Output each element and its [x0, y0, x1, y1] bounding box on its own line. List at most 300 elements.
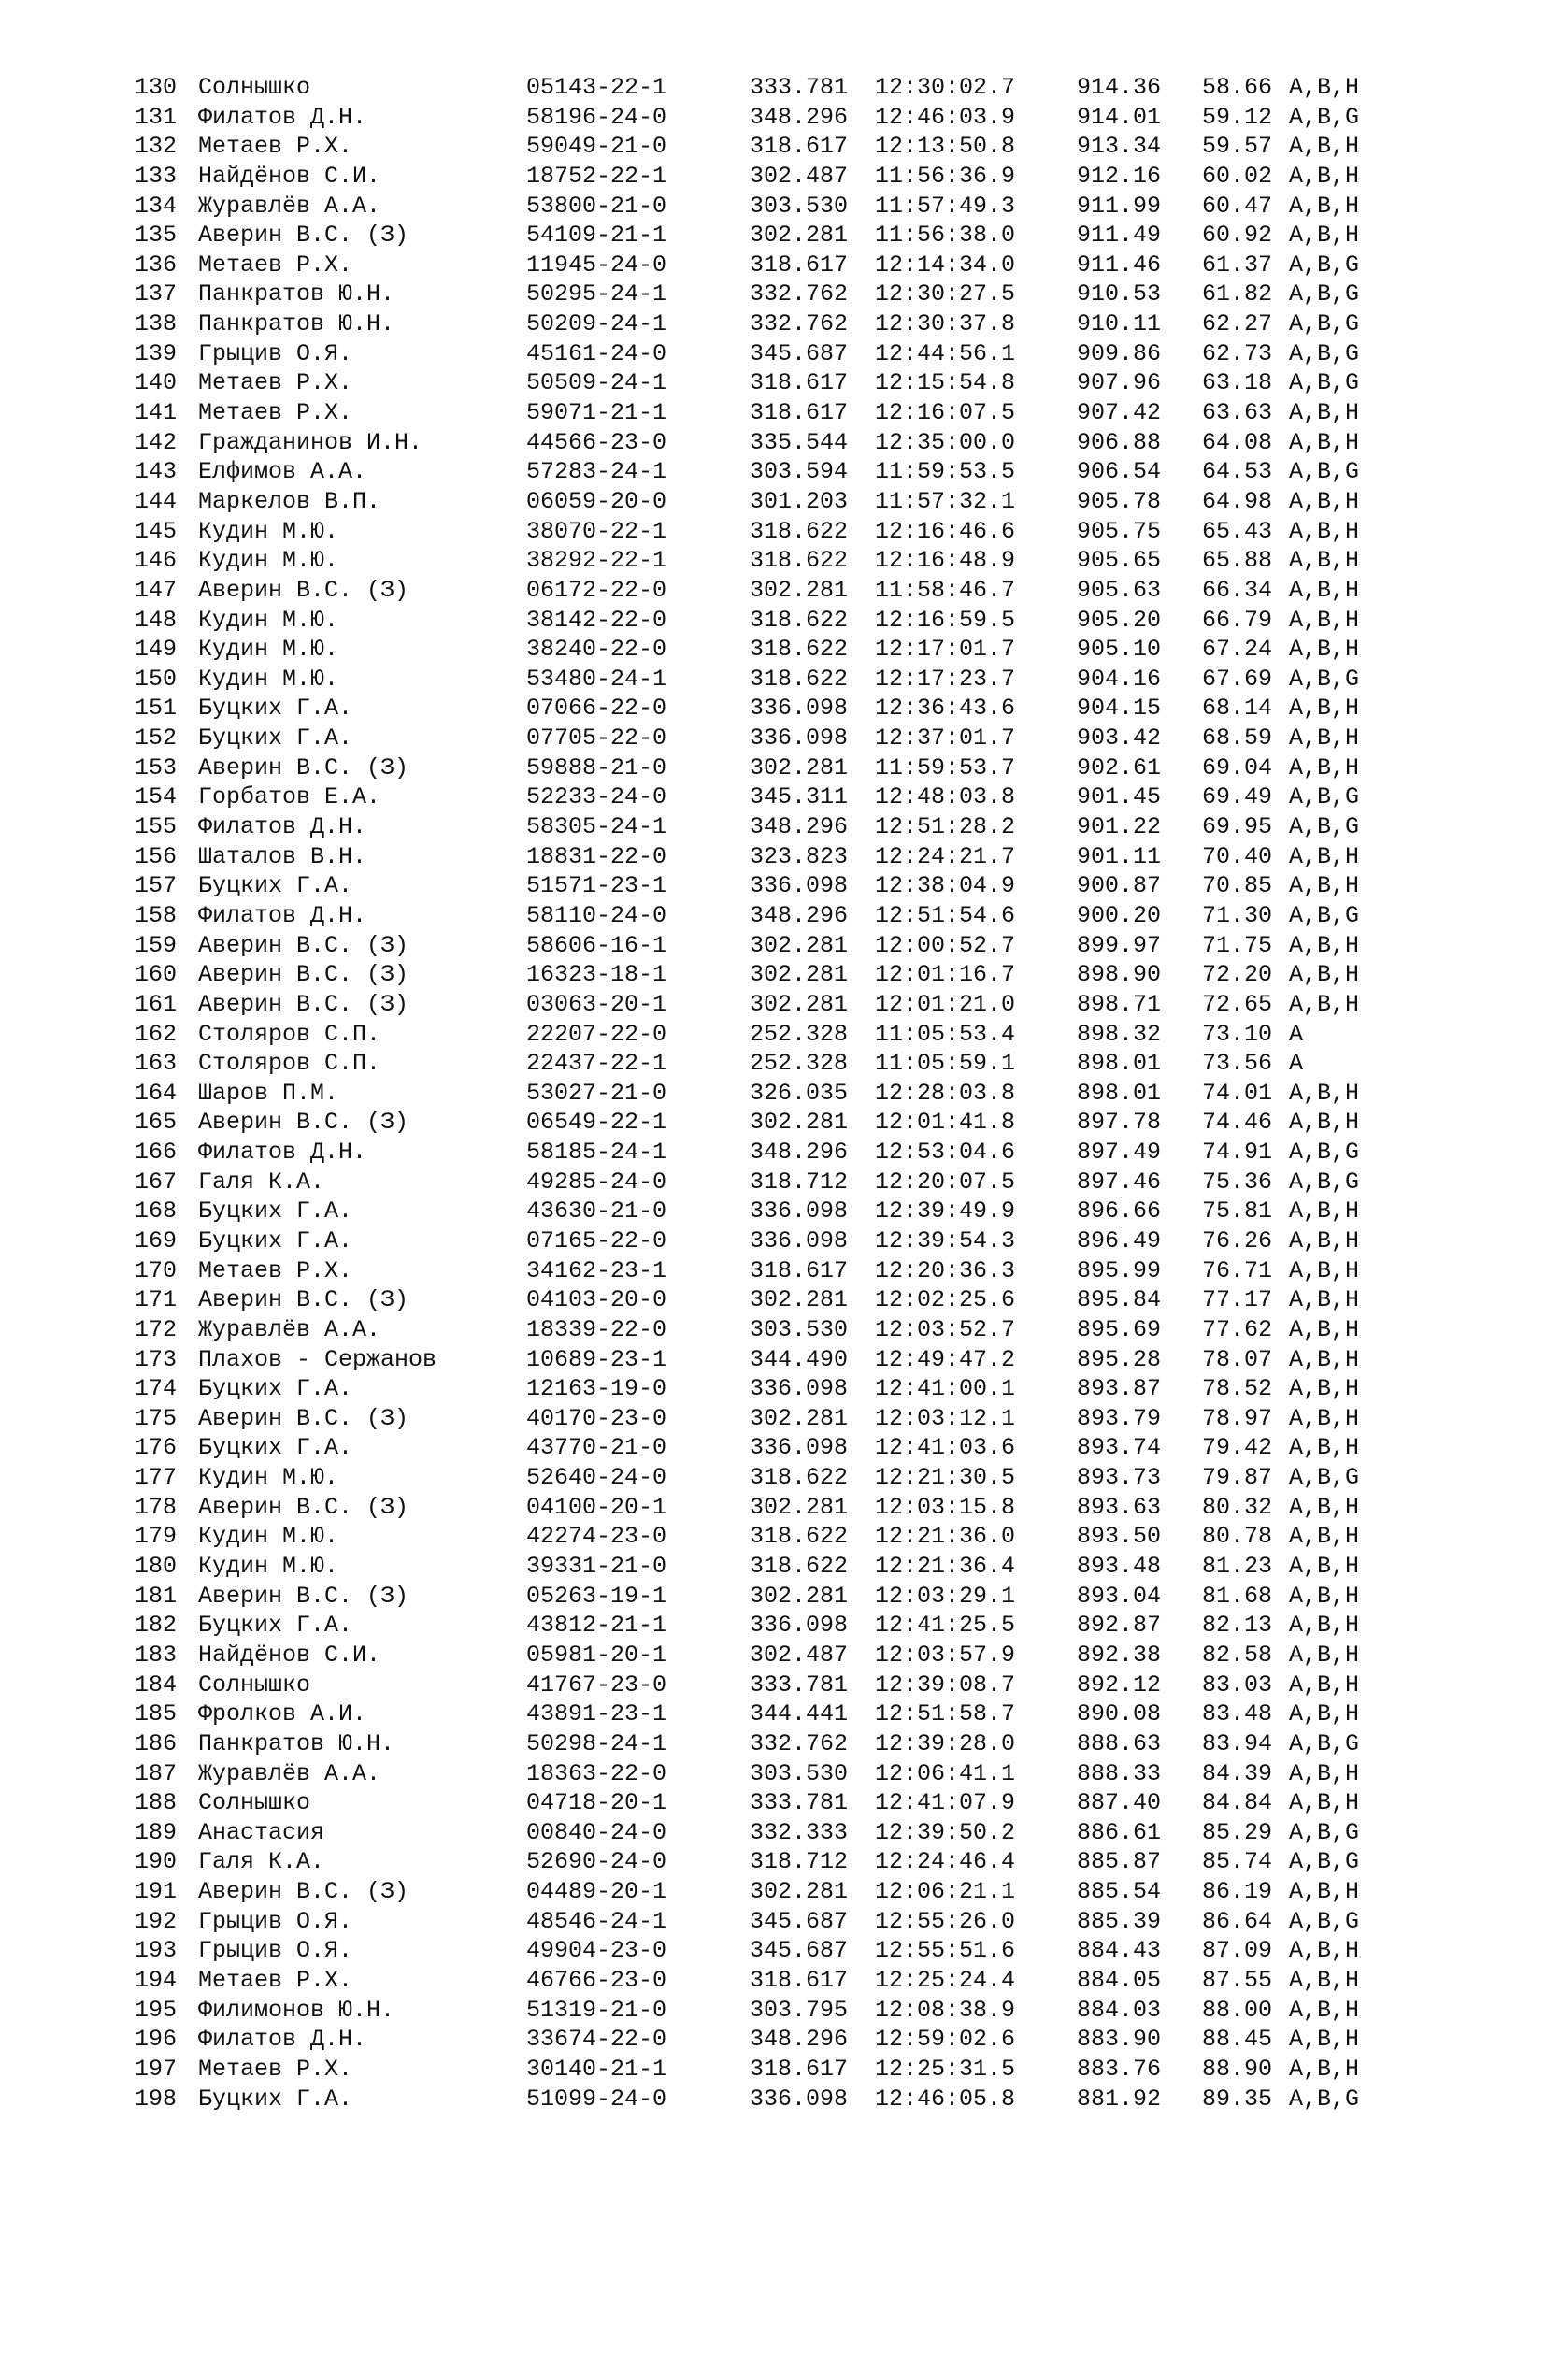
arrival-time: 12:53:04.6 [875, 1139, 1016, 1167]
ring-number: 16323-18-1 [526, 961, 667, 989]
place-number: 198 [135, 2085, 178, 2113]
owner-name: Шаров П.М. [198, 1079, 339, 1107]
coefficient: 85.29 [1202, 1818, 1273, 1846]
category-flags: A,B,H [1289, 1878, 1360, 1906]
arrival-time: 12:51:54.6 [875, 901, 1016, 929]
arrival-time: 12:21:30.5 [875, 1464, 1016, 1492]
owner-name: Панкратов Ю.Н. [198, 280, 395, 308]
speed: 893.79 [1077, 1404, 1162, 1432]
owner-name: Буцких Г.А. [198, 1375, 353, 1403]
category-flags: A,B,H [1289, 1286, 1360, 1314]
ring-number: 52640-24-0 [526, 1464, 667, 1492]
owner-name: Галя К.А. [198, 1168, 325, 1196]
owner-name: Аверин В.С. (З) [198, 753, 409, 781]
place-number: 162 [135, 1020, 178, 1048]
speed: 898.32 [1077, 1020, 1162, 1048]
category-flags: A,B,H [1289, 74, 1360, 101]
arrival-time: 12:46:03.9 [875, 103, 1016, 131]
owner-name: Филатов Д.Н. [198, 2026, 367, 2054]
arrival-time: 12:30:27.5 [875, 280, 1016, 308]
category-flags: A,B,H [1289, 1315, 1360, 1343]
speed: 892.38 [1077, 1641, 1162, 1669]
arrival-time: 12:06:41.1 [875, 1759, 1016, 1787]
ring-number: 05981-20-1 [526, 1641, 667, 1669]
distance: 252.328 [750, 1050, 849, 1078]
category-flags: A,B,H [1289, 162, 1360, 190]
ring-number: 03063-20-1 [526, 990, 667, 1018]
category-flags: A,B,G [1289, 310, 1360, 338]
place-number: 179 [135, 1523, 178, 1551]
result-row [135, 487, 1443, 517]
place-number: 195 [135, 1996, 178, 2024]
arrival-time: 12:16:46.6 [875, 517, 1016, 545]
owner-name: Аверин В.С. (З) [198, 990, 409, 1018]
owner-name: Панкратов Ю.Н. [198, 1729, 395, 1757]
results-list [135, 73, 1443, 2114]
category-flags: A,B,G [1289, 1168, 1360, 1196]
coefficient: 86.19 [1202, 1878, 1273, 1906]
ring-number: 12163-19-0 [526, 1375, 667, 1403]
arrival-time: 11:05:59.1 [875, 1050, 1016, 1078]
owner-name: Буцких Г.А. [198, 1226, 353, 1255]
arrival-time: 12:01:41.8 [875, 1109, 1016, 1137]
ring-number: 38240-22-0 [526, 636, 667, 664]
result-row [135, 1374, 1443, 1404]
result-row [135, 1315, 1443, 1345]
owner-name: Горбатов Е.А. [198, 783, 381, 811]
arrival-time: 12:51:58.7 [875, 1700, 1016, 1728]
speed: 897.78 [1077, 1109, 1162, 1137]
result-row [135, 665, 1443, 695]
speed: 898.01 [1077, 1050, 1162, 1078]
distance: 302.281 [750, 1582, 849, 1610]
coefficient: 60.92 [1202, 222, 1273, 250]
owner-name: Аверин В.С. (З) [198, 1286, 409, 1314]
coefficient: 88.00 [1202, 1996, 1273, 2024]
speed: 896.49 [1077, 1226, 1162, 1255]
owner-name: Журавлёв А.А. [198, 1315, 381, 1343]
category-flags: A,B,H [1289, 1967, 1360, 1994]
place-number: 191 [135, 1878, 178, 1906]
distance: 344.490 [750, 1345, 849, 1373]
owner-name: Кудин М.Ю. [198, 547, 339, 575]
ring-number: 58196-24-0 [526, 103, 667, 131]
category-flags: A,B,H [1289, 222, 1360, 250]
speed: 884.03 [1077, 1996, 1162, 2024]
place-number: 143 [135, 458, 178, 486]
result-row [135, 871, 1443, 901]
arrival-time: 12:03:15.8 [875, 1493, 1016, 1521]
distance: 318.617 [750, 2055, 849, 2083]
coefficient: 67.69 [1202, 665, 1273, 693]
place-number: 167 [135, 1168, 178, 1196]
result-row [135, 2055, 1443, 2085]
ring-number: 30140-21-1 [526, 2055, 667, 2083]
coefficient: 60.02 [1202, 162, 1273, 190]
distance: 318.622 [750, 636, 849, 664]
speed: 893.50 [1077, 1523, 1162, 1551]
owner-name: Елфимов А.А. [198, 458, 367, 486]
place-number: 159 [135, 931, 178, 959]
place-number: 181 [135, 1582, 178, 1610]
ring-number: 10689-23-1 [526, 1345, 667, 1373]
ring-number: 50295-24-1 [526, 280, 667, 308]
arrival-time: 12:16:59.5 [875, 606, 1016, 634]
distance: 336.098 [750, 1197, 849, 1226]
speed: 897.46 [1077, 1168, 1162, 1196]
ring-number: 06059-20-0 [526, 487, 667, 515]
arrival-time: 11:56:36.9 [875, 162, 1016, 190]
place-number: 132 [135, 133, 178, 161]
result-row [135, 1226, 1443, 1256]
place-number: 173 [135, 1345, 178, 1373]
result-row [135, 1138, 1443, 1168]
ring-number: 51099-24-0 [526, 2085, 667, 2113]
speed: 898.01 [1077, 1079, 1162, 1107]
ring-number: 45161-24-0 [526, 339, 667, 367]
ring-number: 34162-23-1 [526, 1256, 667, 1284]
speed: 896.66 [1077, 1197, 1162, 1226]
ring-number: 07066-22-0 [526, 695, 667, 723]
speed: 895.28 [1077, 1345, 1162, 1373]
arrival-time: 11:56:38.0 [875, 222, 1016, 250]
distance: 345.687 [750, 1937, 849, 1965]
category-flags: A,B,H [1289, 1641, 1360, 1669]
result-row [135, 1611, 1443, 1641]
speed: 904.16 [1077, 665, 1162, 693]
category-flags: A,B,H [1289, 2026, 1360, 2054]
owner-name: Грыцив О.Я. [198, 1907, 353, 1935]
category-flags: A,B,H [1289, 990, 1360, 1018]
arrival-time: 12:14:34.0 [875, 251, 1016, 279]
place-number: 184 [135, 1670, 178, 1699]
coefficient: 76.71 [1202, 1256, 1273, 1284]
place-number: 155 [135, 813, 178, 841]
distance: 302.281 [750, 990, 849, 1018]
speed: 911.46 [1077, 251, 1162, 279]
ring-number: 39331-21-0 [526, 1553, 667, 1581]
speed: 895.84 [1077, 1286, 1162, 1314]
ring-number: 58305-24-1 [526, 813, 667, 841]
category-flags: A,B,H [1289, 606, 1360, 634]
distance: 303.594 [750, 458, 849, 486]
speed: 910.11 [1077, 310, 1162, 338]
speed: 884.05 [1077, 1967, 1162, 1994]
owner-name: Маркелов В.П. [198, 487, 381, 515]
distance: 302.281 [750, 1286, 849, 1314]
ring-number: 00840-24-0 [526, 1818, 667, 1846]
arrival-time: 12:30:37.8 [875, 310, 1016, 338]
category-flags: A,B,H [1289, 1345, 1360, 1373]
ring-number: 04718-20-1 [526, 1789, 667, 1817]
distance: 318.622 [750, 665, 849, 693]
category-flags: A,B,H [1289, 872, 1360, 900]
category-flags: A,B,G [1289, 1818, 1360, 1846]
ring-number: 38070-22-1 [526, 517, 667, 545]
result-row [135, 990, 1443, 1020]
category-flags: A,B,H [1289, 961, 1360, 989]
owner-name: Кудин М.Ю. [198, 665, 339, 693]
owner-name: Кудин М.Ю. [198, 1553, 339, 1581]
owner-name: Аверин В.С. (З) [198, 961, 409, 989]
distance: 318.617 [750, 133, 849, 161]
result-row [135, 1847, 1443, 1877]
owner-name: Гражданинов И.Н. [198, 428, 423, 456]
arrival-time: 12:25:31.5 [875, 2055, 1016, 2083]
arrival-time: 12:00:52.7 [875, 931, 1016, 959]
ring-number: 59049-21-0 [526, 133, 667, 161]
speed: 910.53 [1077, 280, 1162, 308]
speed: 906.54 [1077, 458, 1162, 486]
owner-name: Буцких Г.А. [198, 2085, 353, 2113]
coefficient: 59.12 [1202, 103, 1273, 131]
ring-number: 07705-22-0 [526, 724, 667, 753]
category-flags: A,B,H [1289, 695, 1360, 723]
distance: 332.333 [750, 1818, 849, 1846]
speed: 911.49 [1077, 222, 1162, 250]
ring-number: 42274-23-0 [526, 1523, 667, 1551]
owner-name: Аверин В.С. (З) [198, 222, 409, 250]
place-number: 152 [135, 724, 178, 753]
speed: 905.78 [1077, 487, 1162, 515]
distance: 345.687 [750, 1907, 849, 1935]
distance: 302.487 [750, 162, 849, 190]
speed: 892.87 [1077, 1612, 1162, 1640]
place-number: 150 [135, 665, 178, 693]
coefficient: 64.08 [1202, 428, 1273, 456]
arrival-time: 12:20:36.3 [875, 1256, 1016, 1284]
owner-name: Кудин М.Ю. [198, 636, 339, 664]
place-number: 141 [135, 399, 178, 427]
ring-number: 22437-22-1 [526, 1050, 667, 1078]
place-number: 187 [135, 1759, 178, 1787]
place-number: 156 [135, 842, 178, 870]
distance: 302.281 [750, 1109, 849, 1137]
coefficient: 84.39 [1202, 1759, 1273, 1787]
speed: 911.99 [1077, 192, 1162, 220]
speed: 893.63 [1077, 1493, 1162, 1521]
coefficient: 68.59 [1202, 724, 1273, 753]
place-number: 139 [135, 339, 178, 367]
speed: 893.87 [1077, 1375, 1162, 1403]
result-row [135, 1345, 1443, 1375]
place-number: 134 [135, 192, 178, 220]
ring-number: 04103-20-0 [526, 1286, 667, 1314]
ring-number: 51319-21-0 [526, 1996, 667, 2024]
result-row [135, 1197, 1443, 1226]
place-number: 190 [135, 1848, 178, 1876]
owner-name: Анастасия [198, 1818, 325, 1846]
owner-name: Филатов Д.Н. [198, 103, 367, 131]
ring-number: 04100-20-1 [526, 1493, 667, 1521]
arrival-time: 12:24:46.4 [875, 1848, 1016, 1876]
owner-name: Метаев Р.Х. [198, 2055, 353, 2083]
ring-number: 11945-24-0 [526, 251, 667, 279]
category-flags: A,B,H [1289, 517, 1360, 545]
category-flags: A,B,G [1289, 1464, 1360, 1492]
coefficient: 66.34 [1202, 576, 1273, 604]
coefficient: 64.98 [1202, 487, 1273, 515]
owner-name: Буцких Г.А. [198, 695, 353, 723]
owner-name: Буцких Г.А. [198, 1434, 353, 1462]
coefficient: 82.58 [1202, 1641, 1273, 1669]
category-flags: A,B,H [1289, 1789, 1360, 1817]
place-number: 171 [135, 1286, 178, 1314]
speed: 904.15 [1077, 695, 1162, 723]
category-flags: A,B,H [1289, 1700, 1360, 1728]
coefficient: 64.53 [1202, 458, 1273, 486]
result-row [135, 192, 1443, 222]
result-row [135, 576, 1443, 606]
ring-number: 58185-24-1 [526, 1139, 667, 1167]
coefficient: 86.64 [1202, 1907, 1273, 1935]
speed: 900.87 [1077, 872, 1162, 900]
place-number: 133 [135, 162, 178, 190]
result-row [135, 1256, 1443, 1286]
place-number: 157 [135, 872, 178, 900]
category-flags: A,B,G [1289, 783, 1360, 811]
arrival-time: 12:46:05.8 [875, 2085, 1016, 2113]
ring-number: 57283-24-1 [526, 458, 667, 486]
coefficient: 76.26 [1202, 1226, 1273, 1255]
category-flags: A,B,G [1289, 665, 1360, 693]
category-flags: A,B,G [1289, 339, 1360, 367]
arrival-time: 12:21:36.4 [875, 1553, 1016, 1581]
owner-name: Филатов Д.Н. [198, 813, 367, 841]
distance: 318.622 [750, 1523, 849, 1551]
speed: 906.88 [1077, 428, 1162, 456]
speed: 901.22 [1077, 813, 1162, 841]
ring-number: 50209-24-1 [526, 310, 667, 338]
place-number: 136 [135, 251, 178, 279]
distance: 332.762 [750, 280, 849, 308]
arrival-time: 12:03:12.1 [875, 1404, 1016, 1432]
speed: 900.20 [1077, 901, 1162, 929]
arrival-time: 12:38:04.9 [875, 872, 1016, 900]
arrival-time: 11:57:49.3 [875, 192, 1016, 220]
category-flags: A [1289, 1050, 1304, 1078]
ring-number: 18831-22-0 [526, 842, 667, 870]
ring-number: 33674-22-0 [526, 2026, 667, 2054]
owner-name: Филимонов Ю.Н. [198, 1996, 395, 2024]
coefficient: 73.56 [1202, 1050, 1273, 1078]
category-flags: A,B,H [1289, 1937, 1360, 1965]
coefficient: 59.57 [1202, 133, 1273, 161]
speed: 893.73 [1077, 1464, 1162, 1492]
owner-name: Буцких Г.А. [198, 724, 353, 753]
ring-number: 48546-24-1 [526, 1907, 667, 1935]
speed: 907.96 [1077, 369, 1162, 397]
arrival-time: 12:51:28.2 [875, 813, 1016, 841]
result-row [135, 812, 1443, 842]
result-row [135, 1936, 1443, 1966]
speed: 912.16 [1077, 162, 1162, 190]
arrival-time: 12:44:56.1 [875, 339, 1016, 367]
ring-number: 41767-23-0 [526, 1670, 667, 1699]
speed: 898.71 [1077, 990, 1162, 1018]
result-row [135, 73, 1443, 103]
ring-number: 18363-22-0 [526, 1759, 667, 1787]
place-number: 193 [135, 1937, 178, 1965]
speed: 905.65 [1077, 547, 1162, 575]
category-flags: A,B,H [1289, 753, 1360, 781]
ring-number: 53027-21-0 [526, 1079, 667, 1107]
result-row [135, 901, 1443, 931]
arrival-time: 12:39:28.0 [875, 1729, 1016, 1757]
category-flags: A,B,G [1289, 1907, 1360, 1935]
place-number: 174 [135, 1375, 178, 1403]
coefficient: 87.55 [1202, 1967, 1273, 1994]
owner-name: Метаев Р.Х. [198, 399, 353, 427]
coefficient: 69.49 [1202, 783, 1273, 811]
owner-name: Солнышко [198, 74, 311, 101]
arrival-time: 12:16:48.9 [875, 547, 1016, 575]
arrival-time: 12:39:50.2 [875, 1818, 1016, 1846]
category-flags: A,B,H [1289, 1612, 1360, 1640]
result-row [135, 1759, 1443, 1789]
arrival-time: 12:03:29.1 [875, 1582, 1016, 1610]
coefficient: 60.47 [1202, 192, 1273, 220]
category-flags: A,B,H [1289, 1493, 1360, 1521]
place-number: 140 [135, 369, 178, 397]
coefficient: 63.18 [1202, 369, 1273, 397]
category-flags: A,B,H [1289, 1523, 1360, 1551]
speed: 890.08 [1077, 1700, 1162, 1728]
owner-name: Метаев Р.Х. [198, 369, 353, 397]
category-flags: A,B,H [1289, 428, 1360, 456]
distance: 318.622 [750, 606, 849, 634]
owner-name: Буцких Г.А. [198, 1612, 353, 1640]
place-number: 168 [135, 1197, 178, 1226]
ring-number: 05143-22-1 [526, 74, 667, 101]
arrival-time: 12:25:24.4 [875, 1967, 1016, 1994]
result-row [135, 162, 1443, 192]
distance: 318.617 [750, 1967, 849, 1994]
owner-name: Кудин М.Ю. [198, 517, 339, 545]
distance: 336.098 [750, 724, 849, 753]
coefficient: 62.73 [1202, 339, 1273, 367]
result-row [135, 1877, 1443, 1907]
coefficient: 65.43 [1202, 517, 1273, 545]
category-flags: A,B,H [1289, 1079, 1360, 1107]
place-number: 130 [135, 74, 178, 101]
distance: 318.622 [750, 1553, 849, 1581]
place-number: 183 [135, 1641, 178, 1669]
result-row [135, 1168, 1443, 1197]
speed: 892.12 [1077, 1670, 1162, 1699]
category-flags: A,B,H [1289, 576, 1360, 604]
place-number: 170 [135, 1256, 178, 1284]
ring-number: 53480-24-1 [526, 665, 667, 693]
arrival-time: 12:49:47.2 [875, 1345, 1016, 1373]
arrival-time: 12:20:07.5 [875, 1168, 1016, 1196]
category-flags: A,B,H [1289, 487, 1360, 515]
coefficient: 83.03 [1202, 1670, 1273, 1699]
result-row [135, 1788, 1443, 1818]
owner-name: Столяров С.П. [198, 1050, 381, 1078]
distance: 348.296 [750, 1139, 849, 1167]
category-flags: A,B,G [1289, 1729, 1360, 1757]
arrival-time: 12:03:52.7 [875, 1315, 1016, 1343]
distance: 318.617 [750, 369, 849, 397]
arrival-time: 11:59:53.5 [875, 458, 1016, 486]
ring-number: 51571-23-1 [526, 872, 667, 900]
coefficient: 62.27 [1202, 310, 1273, 338]
result-row [135, 103, 1443, 133]
arrival-time: 12:35:00.0 [875, 428, 1016, 456]
distance: 302.281 [750, 753, 849, 781]
speed: 895.99 [1077, 1256, 1162, 1284]
